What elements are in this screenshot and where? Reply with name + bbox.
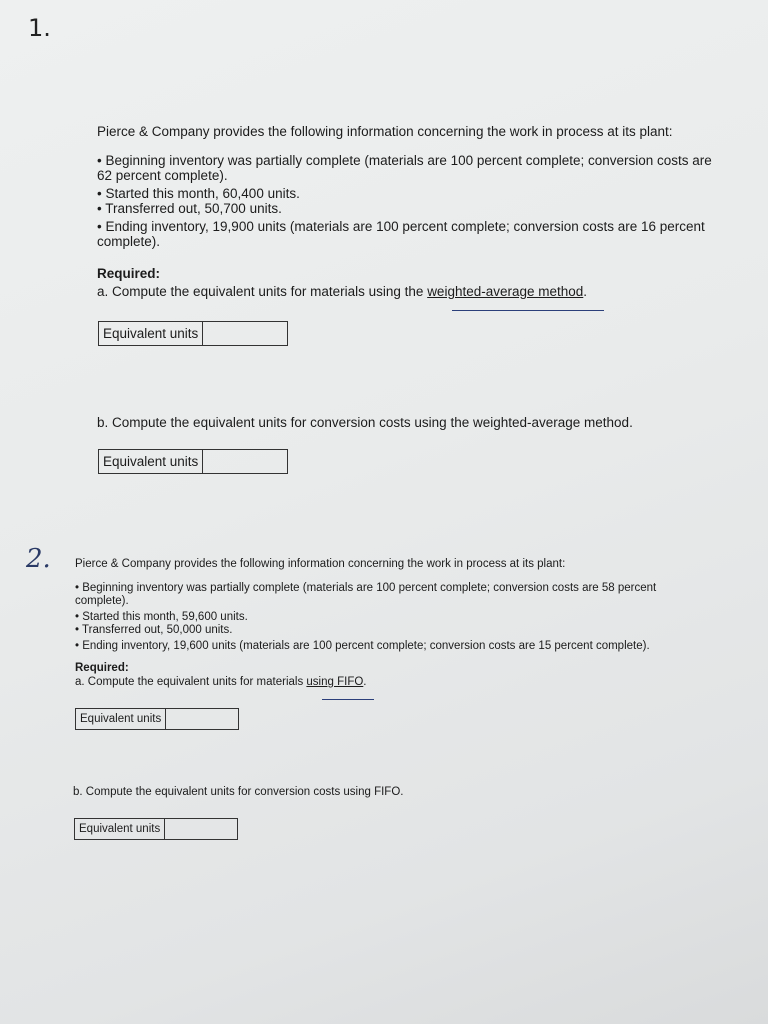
problem-1-bullet-list: [97, 153, 757, 249]
part-a-underlined: using FIFO: [306, 676, 364, 688]
problem-2-intro: Pierce & Company provides the following information concerning the work in process at its plant:: [75, 558, 566, 570]
equivalent-units-input[interactable]: [203, 450, 384, 473]
equivalent-units-input[interactable]: [203, 322, 384, 345]
equivalent-units-label: Equivalent units: [99, 450, 203, 473]
problem-2-required-heading: Required:: [75, 662, 129, 674]
problem-1-part-a-answer-box: [98, 321, 288, 346]
list-item: 62 percent complete).: [97, 168, 228, 183]
equivalent-units-input[interactable]: [165, 819, 346, 839]
problem-2-part-a-question: [75, 676, 675, 689]
part-a-underlined: weighted-average method: [427, 284, 584, 299]
list-item: • Beginning inventory was partially complete (materials are 100 percent complete; conversion costs are: [97, 153, 712, 168]
equivalent-units-label: Equivalent units: [99, 322, 203, 345]
part-a-suffix: .: [363, 676, 367, 688]
list-item: complete).: [97, 234, 161, 249]
equivalent-units-label: Equivalent units: [76, 709, 166, 729]
problem-1-intro: Pierce & Company provides the following information concerning the work in process at its plant:: [97, 124, 673, 139]
part-a-prefix: a. Compute the equivalent units for materials: [75, 676, 307, 688]
problem-1-number: 1.: [28, 14, 51, 42]
list-item: • Beginning inventory was partially complete (materials are 100 percent complete; conversion costs are 58 percent: [75, 582, 657, 594]
list-item: • Started this month, 59,600 units.: [75, 611, 248, 623]
equivalent-units-label: Equivalent units: [75, 819, 165, 839]
list-item: complete).: [75, 595, 129, 607]
equivalent-units-input[interactable]: [166, 709, 347, 729]
list-item: • Transferred out, 50,000 units.: [75, 624, 233, 636]
handwritten-underline: [452, 310, 604, 311]
list-item: • Started this month, 60,400 units.: [97, 186, 300, 201]
part-a-suffix: .: [583, 284, 588, 299]
problem-2-part-b-question: b. Compute the equivalent units for conversion costs using FIFO.: [73, 786, 404, 798]
problem-2-part-b-answer-box: [74, 818, 238, 840]
problem-2-number: 2.: [26, 544, 51, 574]
problem-2-part-a-answer-box: [75, 708, 239, 730]
list-item: • Ending inventory, 19,600 units (materials are 100 percent complete; conversion costs are 15 percent complete).: [75, 640, 650, 652]
problem-2-bullet-list: [75, 582, 745, 653]
part-a-prefix: a. Compute the equivalent units for materials using the: [97, 284, 428, 299]
handwritten-underline: [322, 699, 374, 700]
list-item: • Ending inventory, 19,900 units (materials are 100 percent complete; conversion costs are 16 percent: [97, 219, 705, 234]
problem-1-part-a-question: [97, 284, 737, 299]
problem-1-required-heading: Required:: [97, 266, 161, 281]
problem-1-part-b-answer-box: [98, 449, 288, 474]
list-item: • Transferred out, 50,700 units.: [97, 201, 282, 216]
problem-1-part-b-question: b. Compute the equivalent units for conversion costs using the weighted-average method.: [97, 415, 633, 430]
